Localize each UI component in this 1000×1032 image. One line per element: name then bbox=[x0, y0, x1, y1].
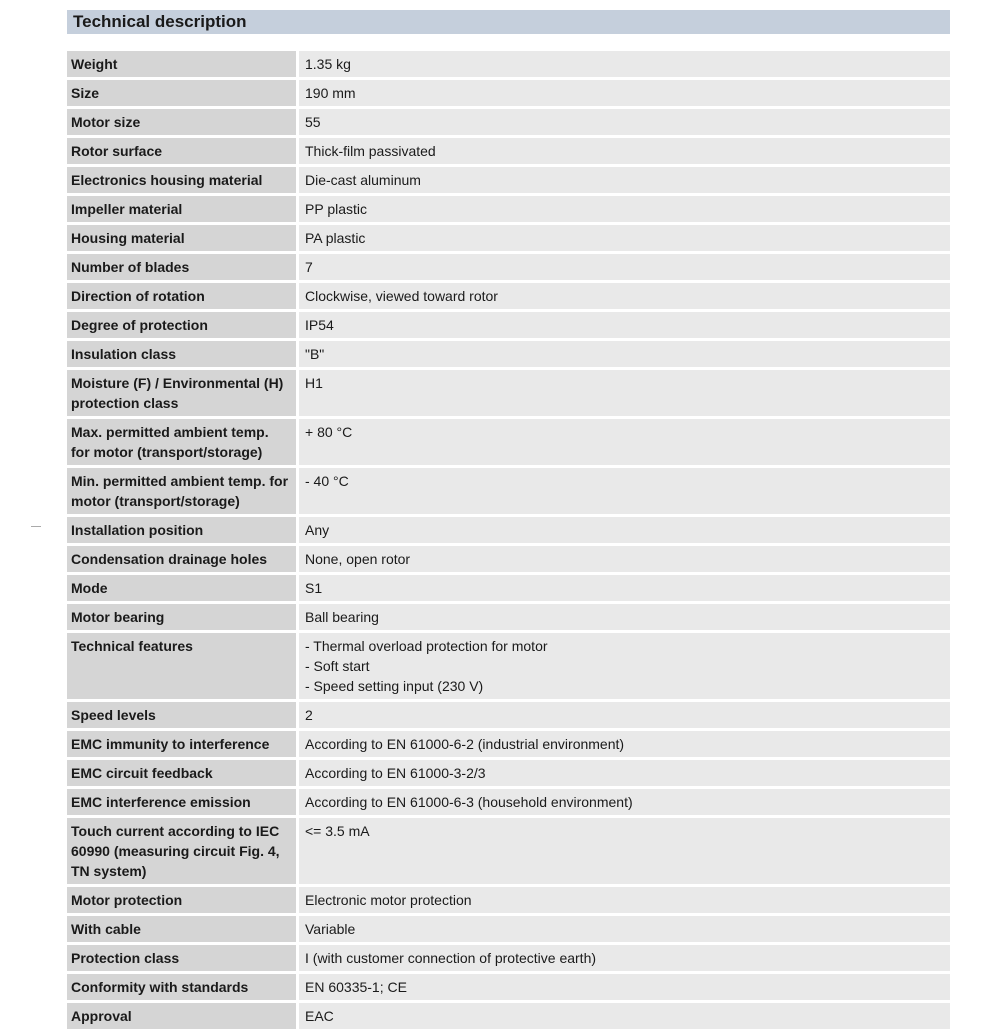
spec-label: Motor size bbox=[67, 109, 299, 138]
spec-label: EMC interference emission bbox=[67, 789, 299, 818]
spec-value-line: Die-cast aluminum bbox=[305, 172, 421, 188]
spec-value-line: PP plastic bbox=[305, 201, 367, 217]
spec-label: Degree of protection bbox=[67, 312, 299, 341]
spec-label: Technical features bbox=[67, 633, 299, 702]
spec-value bbox=[299, 138, 950, 167]
spec-label: Max. permitted ambient temp. for motor (transport/storage) bbox=[67, 419, 299, 468]
spec-value-line: 1.35 kg bbox=[305, 56, 351, 72]
spec-value bbox=[299, 468, 950, 517]
table-row bbox=[67, 604, 950, 633]
spec-value-line: I (with customer connection of protective earth) bbox=[305, 950, 597, 966]
spec-value bbox=[299, 604, 950, 633]
spec-value-line: According to EN 61000-3-2/3 bbox=[305, 765, 486, 781]
spec-value-line: None, open rotor bbox=[305, 551, 411, 567]
table-row bbox=[67, 283, 950, 312]
spec-value bbox=[299, 419, 950, 468]
table-row bbox=[67, 945, 950, 974]
spec-value bbox=[299, 916, 950, 945]
table-row bbox=[67, 254, 950, 283]
spec-value-line: S1 bbox=[305, 580, 323, 596]
table-row bbox=[67, 575, 950, 604]
spec-value-line: PA plastic bbox=[305, 230, 366, 246]
table-row bbox=[67, 196, 950, 225]
spec-value-line: IP54 bbox=[305, 317, 334, 333]
spec-value bbox=[299, 887, 950, 916]
spec-value bbox=[299, 225, 950, 254]
spec-value bbox=[299, 974, 950, 1003]
spec-value bbox=[299, 633, 950, 702]
table-row bbox=[67, 974, 950, 1003]
spec-value-line: - Soft start bbox=[305, 658, 370, 674]
table-row bbox=[67, 517, 950, 546]
spec-value-line: 55 bbox=[305, 114, 321, 130]
spec-value bbox=[299, 546, 950, 575]
spec-value bbox=[299, 575, 950, 604]
spec-value bbox=[299, 731, 950, 760]
table-row bbox=[67, 225, 950, 254]
spec-value-line: EAC bbox=[305, 1008, 334, 1024]
section-title: Technical description bbox=[67, 10, 950, 34]
table-row bbox=[67, 731, 950, 760]
table-row bbox=[67, 468, 950, 517]
spec-value-line: 190 mm bbox=[305, 85, 356, 101]
table-row bbox=[67, 370, 950, 419]
spec-value-line: H1 bbox=[305, 375, 323, 391]
table-row bbox=[67, 51, 950, 80]
spec-label: Housing material bbox=[67, 225, 299, 254]
table-row bbox=[67, 138, 950, 167]
spec-value-line: According to EN 61000-6-3 (household environment) bbox=[305, 794, 633, 810]
spec-value-line: Electronic motor protection bbox=[305, 892, 472, 908]
spec-value-line: 2 bbox=[305, 707, 313, 723]
spec-value-line: - Thermal overload protection for motor bbox=[305, 638, 548, 654]
spec-value bbox=[299, 312, 950, 341]
spec-label: Rotor surface bbox=[67, 138, 299, 167]
spec-value-line: Clockwise, viewed toward rotor bbox=[305, 288, 498, 304]
table-row bbox=[67, 887, 950, 916]
table-row bbox=[67, 80, 950, 109]
spec-label: Conformity with standards bbox=[67, 974, 299, 1003]
spec-label: Motor protection bbox=[67, 887, 299, 916]
table-row bbox=[67, 419, 950, 468]
spec-value-line: 7 bbox=[305, 259, 313, 275]
spec-value-line: - 40 °C bbox=[305, 473, 349, 489]
spec-value bbox=[299, 109, 950, 138]
table-row bbox=[67, 818, 950, 887]
spec-label: Impeller material bbox=[67, 196, 299, 225]
table-row bbox=[67, 312, 950, 341]
spec-value-line: Any bbox=[305, 522, 330, 538]
spec-value bbox=[299, 283, 950, 312]
table-row bbox=[67, 109, 950, 138]
spec-label: Touch current according to IEC 60990 (measuring circuit Fig. 4, TN system) bbox=[67, 818, 299, 887]
spec-value-line: EN 60335-1; CE bbox=[305, 979, 407, 995]
spec-value-line: Variable bbox=[305, 921, 356, 937]
spec-value bbox=[299, 341, 950, 370]
spec-label: EMC immunity to interference bbox=[67, 731, 299, 760]
spec-value bbox=[299, 517, 950, 546]
spec-value bbox=[299, 760, 950, 789]
spec-label: Condensation drainage holes bbox=[67, 546, 299, 575]
spec-value-line: <= 3.5 mA bbox=[305, 823, 370, 839]
spec-label: Motor bearing bbox=[67, 604, 299, 633]
table-row bbox=[67, 167, 950, 196]
spec-label: With cable bbox=[67, 916, 299, 945]
table-row bbox=[67, 546, 950, 575]
spec-label: Protection class bbox=[67, 945, 299, 974]
spec-value bbox=[299, 789, 950, 818]
table-row bbox=[67, 789, 950, 818]
spec-label: Direction of rotation bbox=[67, 283, 299, 312]
spec-label: Speed levels bbox=[67, 702, 299, 731]
spec-value-line: + 80 °C bbox=[305, 424, 353, 440]
spec-label: Weight bbox=[67, 51, 299, 80]
spec-label: Number of blades bbox=[67, 254, 299, 283]
spec-value bbox=[299, 818, 950, 887]
spec-value bbox=[299, 167, 950, 196]
spec-table bbox=[67, 51, 950, 1032]
spec-label: Electronics housing material bbox=[67, 167, 299, 196]
margin-mark bbox=[31, 526, 41, 527]
spec-value bbox=[299, 196, 950, 225]
spec-label: Mode bbox=[67, 575, 299, 604]
spec-value bbox=[299, 370, 950, 419]
spec-value-line: According to EN 61000-6-2 (industrial environment) bbox=[305, 736, 625, 752]
spec-label: Insulation class bbox=[67, 341, 299, 370]
spec-value-line: - Speed setting input (230 V) bbox=[305, 678, 484, 694]
spec-value-line: Ball bearing bbox=[305, 609, 379, 625]
spec-value bbox=[299, 254, 950, 283]
spec-label: Size bbox=[67, 80, 299, 109]
spec-table-body bbox=[67, 51, 950, 1032]
spec-value bbox=[299, 1003, 950, 1032]
spec-value-line: Thick-film passivated bbox=[305, 143, 436, 159]
table-row bbox=[67, 916, 950, 945]
spec-label: Installation position bbox=[67, 517, 299, 546]
spec-value-line: "B" bbox=[305, 346, 325, 362]
table-row bbox=[67, 760, 950, 789]
table-row bbox=[67, 1003, 950, 1032]
table-row bbox=[67, 702, 950, 731]
spec-value bbox=[299, 702, 950, 731]
spec-label: EMC circuit feedback bbox=[67, 760, 299, 789]
spec-label: Approval bbox=[67, 1003, 299, 1032]
table-row bbox=[67, 341, 950, 370]
spec-value bbox=[299, 80, 950, 109]
spec-value bbox=[299, 51, 950, 80]
table-row bbox=[67, 633, 950, 702]
spec-value bbox=[299, 945, 950, 974]
spec-label: Moisture (F) / Environmental (H) protection class bbox=[67, 370, 299, 419]
spec-label: Min. permitted ambient temp. for motor (transport/storage) bbox=[67, 468, 299, 517]
